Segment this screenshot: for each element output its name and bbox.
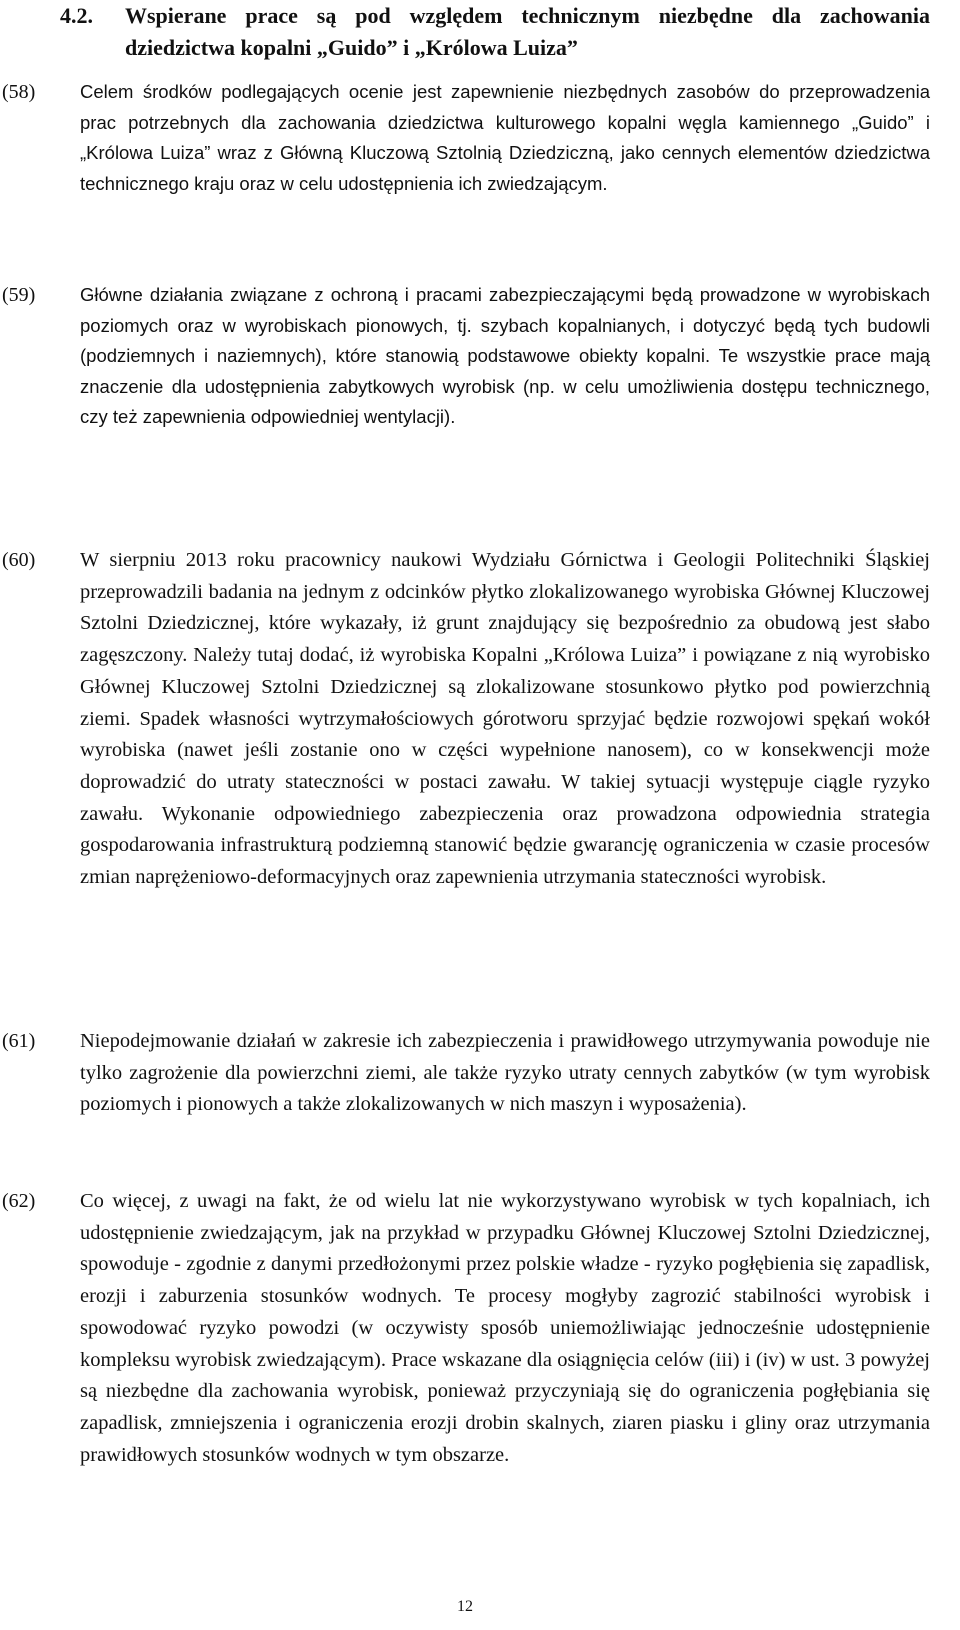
- paragraph-number: (62): [2, 1190, 36, 1212]
- paragraph-58: [0, 77, 930, 199]
- paragraph-61: [0, 1026, 930, 1121]
- paragraph-text: Niepodejmowanie działań w zakresie ich zabezpieczenia i prawidłowego utrzymywania powoduje nie tylko zagrożenie dla powierzchni ziemi, ale także ryzyko utraty cennych zabytków (w tym wyrobisk poziomych i pionowych a także zlokalizowanych w nich maszyn i wyposażenia).: [80, 1030, 930, 1116]
- section-title: Wspierane prace są pod względem technicznym niezbędne dla zachowania dziedzictwa kopalni „Guido” i „Królowa Luiza”: [125, 3, 930, 60]
- paragraph-number: (61): [2, 1030, 36, 1052]
- paragraph-number: (58): [2, 81, 36, 103]
- paragraph-59: [0, 280, 930, 433]
- paragraph-text: Co więcej, z uwagi na fakt, że od wielu lat nie wykorzystywano wyrobisk w tych kopalniach, ich udostępnienie zwiedzającym, jak na przykład w przypadku Głównej Kluczowej Sztolni Dziedzicznej, spowoduje - zgodnie z danymi przedłożonymi przez polskie władze - ryzyko pogłębienia się zapadlisk, erozji i zaburzenia stosunków wodnych. Te procesy mogłyby zagrozić stabilności wyrobisk i spowodować ryzyko powodzi (w oczywisty sposób uniemożliwiając jednocześnie udostępnienie kompleksu wyrobisk zwiedzającym). Prace wskazane dla osiągnięcia celów (iii) i (iv) w ust. 3 powyżej są niezbędne dla zachowania wyrobisk, ponieważ przyczyniają się do ograniczenia pogłębiania się zapadlisk, zmniejszenia i ograniczenia erozji drobin skalnych, ziaren piasku i gliny oraz utrzymania prawidłowych stosunków wodnych w tym obszarze.: [80, 1190, 930, 1466]
- paragraph-number: (60): [2, 549, 36, 571]
- paragraph-text: Celem środków podlegających ocenie jest zapewnienie niezbędnych zasobów do przeprowadzenia prac potrzebnych dla zachowania dziedzictwa kulturowego kopalni węgla kamiennego „Guido” i „Królowa Luiza” wraz z Główną Kluczową Sztolnią Dziedziczną, jako cennych elementów dziedzictwa technicznego kraju oraz w celu udostępnienia ich zwiedzającym.: [80, 81, 930, 194]
- paragraph-text: W sierpniu 2013 roku pracownicy naukowi Wydziału Górnictwa i Geologii Politechniki Śląskiej przeprowadzili badania na jednym z odcinków płytko zlokalizowanego wyrobiska Głównej Kluczowej Sztolni Dziedzicznej, które wykazały, iż grunt znajdujący się bezpośrednio za obudową jest słabo zagęszczony. Należy tutaj dodać, iż wyrobiska Kopalni „Królowa Luiza” i powiązane z nią wyrobisko Głównej Kluczowej Sztolni Dziedzicznej są zlokalizowane stosunkowo płytko pod powierzchnią ziemi. Spadek własności wytrzymałościowych górotworu sprzyjać będzie rozwojowi spękań wokół wyrobiska (nawet jeśli zostanie ono w części wypełnione nanosem), co w konsekwencji może doprowadzić do utraty stateczności w postaci zawału. W takiej sytuacji występuje ciągle ryzyko zawału. Wykonanie odpowiedniego zabezpieczenia oraz prowadzona odpowiednia strategia gospodarowania infrastrukturą podziemną stanowić będzie gwarancję ograniczenia w czasie procesów zmian naprężeniowo-deformacyjnych oraz zapewnienia utrzymania stateczności wyrobisk.: [80, 549, 930, 889]
- paragraph-62: [0, 1186, 930, 1471]
- section-heading: [60, 0, 930, 64]
- paragraph-text: Główne działania związane z ochroną i pracami zabezpieczającymi będą prowadzone w wyrobiskach poziomych oraz w wyrobiskach pionowych, tj. szybach kopalnianych, i dotyczyć będą tych budowli (podziemnych i naziemnych), które stanowią podstawowe obiekty kopalni. Te wszystkie prace mają znaczenie dla udostępnienia zabytkowych wyrobisk (np. w celu umożliwienia dostępu technicznego, czy też zapewnienia odpowiedniej wentylacji).: [80, 284, 930, 427]
- paragraph-60: [0, 545, 930, 894]
- page-number: 12: [457, 1598, 473, 1615]
- section-number: 4.2.: [60, 3, 93, 28]
- paragraph-number: (59): [2, 284, 36, 306]
